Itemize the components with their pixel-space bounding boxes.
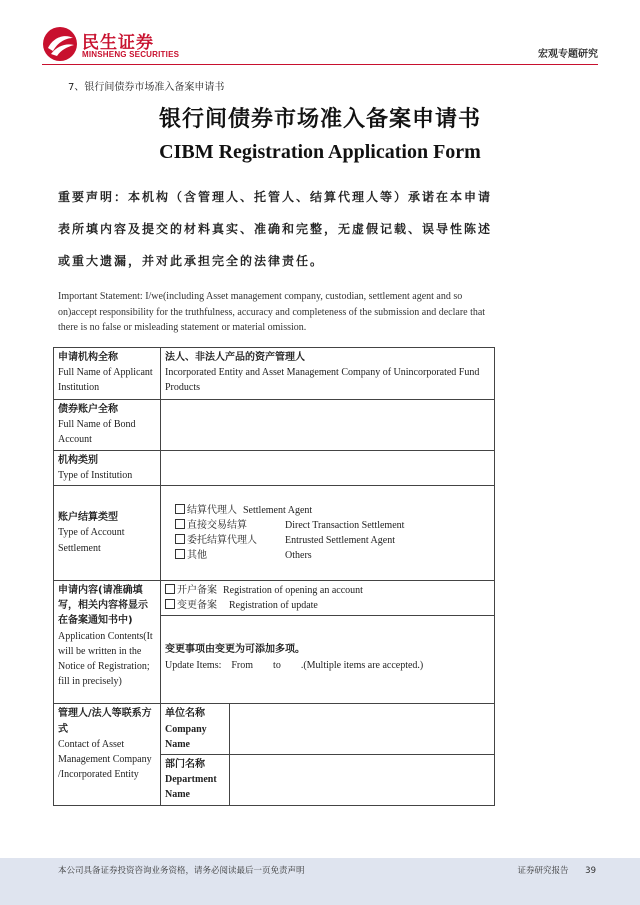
header-divider	[42, 64, 598, 65]
logo-text-cn: 民生证券	[82, 33, 154, 53]
update-note-en: Update Items: From to .(Multiple items are accepted.)	[165, 659, 424, 671]
application-row-top	[54, 581, 495, 616]
department-label-cell	[161, 755, 230, 806]
contact-label-cn: 管理人/法人等联系方式	[58, 708, 152, 735]
page-footer	[0, 858, 640, 905]
department-label-en: Department Name	[165, 774, 217, 801]
settlement-option[interactable]: 直接交易结算 Direct Transaction Settlement	[175, 518, 490, 533]
application-label-cn: 申请内容(请准确填写，相关内容将显示在备案通知书中)	[58, 585, 148, 627]
applicant-value-cn: 法人、非法人产品的资产管理人	[165, 352, 305, 363]
application-label-en: Application Contents(It will be written in the Notice of Registration; fill in precisely)	[58, 630, 153, 688]
settlement-option[interactable]: 结算代理人 Settlement Agent	[175, 503, 490, 518]
footer-disclaimer: 本公司具备证券投资咨询业务资格，请务必阅读最后一页免责声明	[58, 866, 305, 876]
bond-account-label-en: Full Name of Bond Account	[58, 419, 136, 446]
company-name-label-cell	[161, 704, 230, 755]
applicant-label-cn: 申请机构全称	[58, 352, 118, 363]
checkbox[interactable]	[175, 504, 185, 514]
checkbox[interactable]	[175, 549, 185, 559]
checkbox[interactable]	[165, 584, 175, 594]
update-items-cell[interactable]	[161, 616, 495, 704]
section-title: 7、银行间债券市场准入备案申请书	[68, 82, 225, 93]
company-name-value-cell[interactable]	[230, 704, 495, 755]
settlement-label-cell	[54, 486, 161, 581]
institution-type-label-cell	[54, 450, 161, 485]
application-option-update[interactable]: 变更备案 Registration of update	[165, 598, 490, 613]
bond-account-row	[54, 400, 495, 451]
logo-text-en: MINSHENG SECURITIES	[82, 50, 180, 59]
update-note-cn: 变更事项由变更为可添加多项。	[165, 644, 305, 656]
declaration-cn: 重要声明：本机构（含管理人、托管人、结算代理人等）承诺在本申请表所填内容及提交的材料真实、准确和完整，无虚假记载、误导性陈述或重大遗漏，并对此承担完全的法律责任。	[58, 190, 493, 268]
declaration-en: Important Statement: I/we(including Asset management company, custodian, settlement agent and so on)accept responsibility for the truthfulness, accuracy and completeness of the submission and declare that there is no false or misleading statement or material omission.	[58, 291, 486, 333]
contact-row-top	[54, 704, 495, 755]
applicant-label-cell	[54, 348, 161, 400]
applicant-label-en: Full Name of Applicant Institution	[58, 367, 153, 394]
checkbox[interactable]	[175, 519, 185, 529]
institution-type-label-cn: 机构类别	[58, 454, 98, 466]
footer-right	[503, 864, 596, 876]
minsheng-logo	[42, 26, 180, 64]
page-number: 39	[585, 866, 596, 876]
settlement-options-cell	[161, 486, 495, 581]
footer-report-label: 证券研究报告	[517, 866, 569, 876]
bond-account-label-cell	[54, 400, 161, 451]
settlement-option[interactable]: 委托结算代理人 Entrusted Settlement Agent	[175, 533, 490, 548]
form-title-en: CIBM Registration Application Form	[159, 141, 481, 163]
institution-type-value-cell[interactable]	[161, 450, 495, 485]
company-name-label-cn: 单位名称	[165, 708, 205, 720]
settlement-label-cn: 账户结算类型	[58, 512, 118, 524]
settlement-label-en: Type of Account Settlement	[58, 527, 125, 554]
department-label-cn: 部门名称	[165, 759, 205, 771]
contact-label-en: Contact of Asset Management Company /Incorporated Entity	[58, 738, 152, 781]
application-label-cell	[54, 581, 161, 704]
bond-account-label-cn: 债券账户全称	[58, 404, 118, 415]
report-type: 宏观专题研究	[538, 49, 598, 60]
contact-label-cell	[54, 704, 161, 805]
checkbox[interactable]	[175, 534, 185, 544]
settlement-option[interactable]: 其他 Others	[175, 548, 490, 563]
applicant-value-cell[interactable]	[161, 348, 495, 400]
institution-type-row	[54, 450, 495, 485]
bond-account-value-cell[interactable]	[161, 400, 495, 451]
company-name-label-en: Company Name	[165, 723, 207, 750]
application-option-open[interactable]: 开户备案 Registration of opening an account	[165, 583, 490, 598]
checkbox[interactable]	[165, 599, 175, 609]
application-options-cell	[161, 581, 495, 616]
form-title-cn: 银行间债券市场准入备案申请书	[158, 107, 481, 132]
applicant-row	[54, 348, 495, 400]
registration-form-table	[53, 347, 495, 806]
applicant-value-en: Incorporated Entity and Asset Management Company of Unincorporated Fund Products	[165, 367, 480, 394]
minsheng-logo-icon	[42, 26, 78, 62]
settlement-row	[54, 486, 495, 581]
department-value-cell[interactable]	[230, 755, 495, 806]
institution-type-label-en: Type of Institution	[58, 469, 133, 481]
